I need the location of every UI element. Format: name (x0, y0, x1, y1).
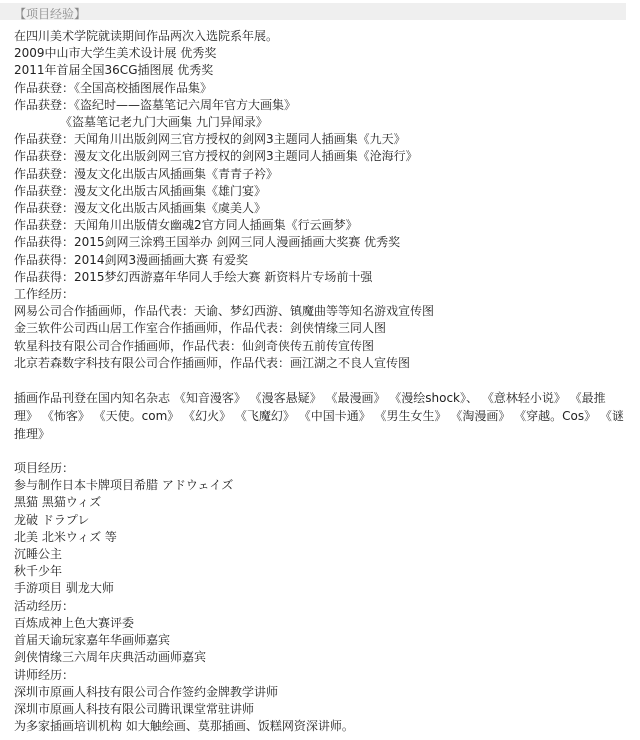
project-line: 沉睡公主 (14, 547, 63, 562)
works-line: 作品获登：天闻角川出版剑网三官方授权的剑网3主题同人插画集《九天》 (14, 132, 406, 147)
work-history-line: 金三软件公司西山居工作室合作插画师，作品代表：剑侠情缘三同人图 (14, 321, 387, 336)
project-line: 龙破 ドラプレ (14, 512, 90, 527)
activity-line: 百炼成神上色大赛评委 (14, 615, 135, 630)
project-line: 手游项目 驯龙大师 (14, 581, 114, 596)
project-line: 秋千少年 (14, 564, 63, 579)
works-line: 作品获登：漫友文化出版剑网三官方授权的剑网3主题同人插画集《沧海行》 (14, 149, 418, 164)
works-line: 作品获登：漫友文化出版古风插画集《雄门宴》 (14, 183, 267, 198)
award-line: 作品获得：2014剑网3漫画插画大赛 有爱奖 (14, 252, 248, 267)
activity-line: 首届天谕玩家嘉年华画师嘉宾 (14, 633, 171, 648)
works-line: 作品获登：漫友文化出版古风插画集《虞美人》 (14, 201, 267, 216)
exhibition-line: 2011年首届全国36CG插图展 优秀奖 (14, 63, 214, 78)
work-history-line: 软星科技有限公司合作插画师，作品代表：仙剑奇侠传五前传宣传图 (14, 338, 375, 353)
works-line-indented: 《盗墓笔记老九门大画集 九门异闻录》 (60, 115, 268, 130)
work-history-line: 北京若森数字科技有限公司合作插画师，作品代表：画江湖之不良人宣传图 (14, 355, 411, 370)
project-line: 北美 北米ウィズ 等 (14, 529, 117, 544)
project-line: 黑猫 黑猫ウィズ (14, 495, 102, 510)
lecturer-line: 深圳市原画人科技有限公司腾讯课堂常驻讲师 (14, 701, 255, 716)
works-line: 作品获登：《全国高校插图展作品集》 (14, 80, 213, 95)
lecturer-line: 深圳市原画人科技有限公司合作签约金牌教学讲师 (14, 684, 279, 699)
works-line: 作品获登：《盗纪时——盗墓笔记六周年官方大画集》 (14, 97, 297, 112)
work-history-title: 工作经历： (14, 287, 75, 302)
exhibition-line: 2009中山市大学生美术设计展 优秀奖 (14, 46, 217, 61)
lecturer-line: 为多家插画培训机构 如大触绘画、莫那插画、饭糕网资深讲师。 (14, 719, 354, 734)
works-line: 作品获登：天闻角川出版倩女幽魂2官方同人插画集《行云画梦》 (14, 218, 358, 233)
projects-title: 项目经历： (14, 461, 75, 476)
lecturer-title: 讲师经历： (14, 667, 75, 682)
project-line: 参与制作日本卡牌项目希腊 アドウェイズ (14, 478, 234, 493)
award-line: 作品获得：2015剑网三涂鸦王国举办 剑网三同人漫画插画大奖赛 优秀奖 (14, 235, 401, 250)
document-body (14, 0, 634, 735)
spacer (14, 372, 634, 389)
exhibition-line: 在四川美术学院就读期间作品两次入选院系年展。 (14, 29, 279, 43)
section-label: 【项目经验】 (14, 7, 87, 21)
magazines-paragraph: 插画作品刊登在国内知名杂志 《知音漫客》 《漫客悬疑》 《最漫画》 《漫绘shock》、 《意林轻小说》 《最推理》 《怖客》 《天使。com》 《幻火》 《飞魔幻》 《中国卡通》 《男生女生》 《淘漫画》 《穿越。Cos》 《谜推理》 (14, 391, 624, 442)
activities-title: 活动经历： (14, 598, 75, 613)
spacer (14, 443, 634, 460)
section-header-bar (0, 3, 626, 20)
award-line: 作品获得：2015梦幻西游嘉年华同人手绘大赛 新资料片专场前十强 (14, 269, 373, 284)
activity-line: 剑侠情缘三六周年庆典活动画师嘉宾 (14, 650, 207, 665)
work-history-line: 网易公司合作插画师，作品代表：天谕、梦幻西游、镇魔曲等等知名游戏宣传图 (14, 304, 435, 319)
works-line: 作品获登：漫友文化出版古风插画集《青青子衿》 (14, 166, 279, 181)
